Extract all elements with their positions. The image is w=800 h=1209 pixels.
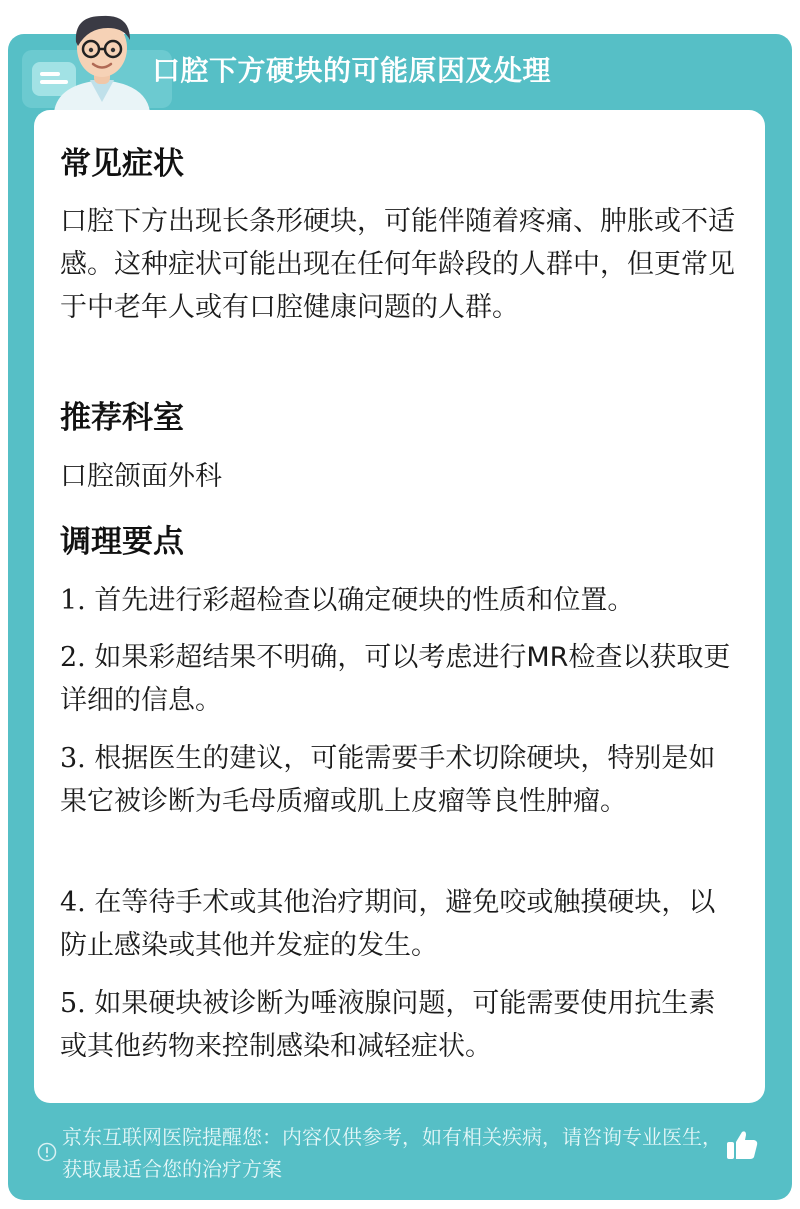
symptoms-heading: 常见症状 <box>60 146 184 182</box>
care-item-text: 在等待手术或其他治疗期间，避免咬或触摸硬块，以防止感染或其他并发症的发生。 <box>60 887 716 961</box>
care-item <box>60 636 740 722</box>
care-item-number: 2. <box>60 642 86 673</box>
care-item <box>60 881 740 967</box>
thumbs-up-icon[interactable] <box>724 1127 760 1163</box>
care-heading: 调理要点 <box>60 524 184 560</box>
care-item <box>60 982 740 1068</box>
symptoms-text: 口腔下方出现长条形硬块，可能伴随着疼痛、肿胀或不适感。这种症状可能出现在任何年龄段的人群中，但更常见于中老年人或有口腔健康问题的人群。 <box>60 206 735 323</box>
care-item-text: 首先进行彩超检查以确定硬块的性质和位置。 <box>94 585 635 616</box>
care-item-text: 如果彩超结果不明确，可以考虑进行MR检查以获取更详细的信息。 <box>60 642 731 716</box>
department-text: 口腔颌面外科 <box>60 461 222 492</box>
care-item-number: 3. <box>60 743 86 774</box>
info-icon <box>37 1142 57 1162</box>
doctor-avatar-icon <box>44 6 160 112</box>
care-item-number: 1. <box>60 585 86 616</box>
care-item-number: 5. <box>60 988 86 1019</box>
care-item <box>60 737 740 823</box>
care-item-text: 如果硬块被诊断为唾液腺问题，可能需要使用抗生素或其他药物来控制感染和减轻症状。 <box>60 988 716 1062</box>
care-item-number: 4. <box>60 887 86 918</box>
page-title: 口腔下方硬块的可能原因及处理 <box>152 54 552 87</box>
footer-disclaimer: 京东互联网医院提醒您：内容仅供参考，如有相关疾病，请咨询专业医生，获取最适合您的治疗方案 <box>62 1125 722 1181</box>
care-item-text: 根据医生的建议，可能需要手术切除硬块，特别是如果它被诊断为毛母质瘤或肌上皮瘤等良性肿瘤。 <box>60 743 716 817</box>
department-heading: 推荐科室 <box>60 400 184 436</box>
care-item <box>60 579 740 622</box>
